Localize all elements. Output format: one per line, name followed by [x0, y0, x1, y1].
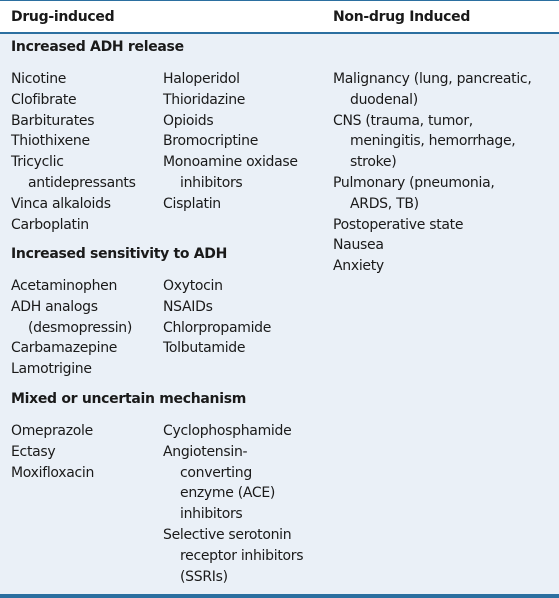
list-item: Barbiturates [11, 112, 95, 129]
list-item: Ectasy [11, 443, 56, 460]
list-item: Malignancy (lung, pancreatic, [333, 71, 532, 87]
section-title-sensitivity: Increased sensitivity to ADH [11, 246, 228, 262]
list-item: (SSRIs) [180, 568, 228, 585]
adh-release-col1 [11, 69, 136, 235]
adh-release-col2 [163, 69, 298, 215]
list-item: Vinca alkaloids [11, 195, 111, 212]
list-item: Cisplatin [163, 195, 221, 212]
list-item: inhibitors [180, 174, 243, 191]
header-non-drug-induced: Non-drug Induced [333, 9, 471, 25]
list-item: Anxiety [333, 258, 384, 275]
list-item: Clofibrate [11, 91, 77, 108]
list-item: converting [180, 464, 252, 481]
mixed-col1 [11, 421, 94, 483]
list-item: Oxytocin [163, 278, 223, 294]
section-title-adh-release: Increased ADH release [11, 39, 184, 55]
section-title-mixed: Mixed or uncertain mechanism [11, 391, 247, 407]
list-item: Lamotrigine [11, 361, 92, 378]
list-item: (desmopressin) [28, 319, 133, 336]
list-item: Angiotensin- [163, 443, 248, 460]
list-item: antidepressants [28, 174, 136, 191]
list-item: Nausea [333, 237, 384, 254]
list-item: Cyclophosphamide [163, 423, 292, 439]
list-item: Bromocriptine [163, 133, 259, 150]
list-item: Nicotine [11, 71, 67, 87]
header-drug-induced: Drug-induced [11, 9, 115, 25]
non-drug-column [333, 69, 531, 277]
list-item: Carbamazepine [11, 340, 118, 357]
list-item: Thiothixene [11, 133, 90, 150]
list-item: Pulmonary (pneumonia, [333, 174, 495, 191]
list-item: Haloperidol [163, 71, 240, 87]
list-item: NSAIDs [163, 298, 213, 315]
list-item: Chlorpropamide [163, 319, 272, 336]
list-item: Selective serotonin [163, 526, 292, 543]
list-item: duodenal) [350, 91, 418, 108]
mixed-col2 [163, 421, 303, 587]
list-item: Moxifloxacin [11, 464, 95, 481]
list-item: Carboplatin [11, 216, 89, 233]
list-item: CNS (trauma, tumor, [333, 112, 473, 129]
list-item: Monoamine oxidase [163, 154, 298, 171]
list-item: receptor inhibitors [180, 547, 304, 564]
list-item: Tricyclic [11, 154, 64, 171]
sensitivity-col2 [163, 276, 271, 359]
bottom-rule [0, 594, 559, 598]
list-item: ARDS, TB) [350, 195, 419, 212]
table-header [0, 0, 559, 34]
list-item: inhibitors [180, 506, 243, 523]
list-item: Tolbutamide [163, 340, 246, 357]
list-item: enzyme (ACE) [180, 485, 276, 502]
list-item: Omeprazole [11, 423, 93, 439]
sensitivity-col1 [11, 276, 132, 380]
list-item: Postoperative state [333, 216, 464, 233]
list-item: Opioids [163, 112, 214, 129]
list-item: ADH analogs [11, 298, 98, 315]
list-item: Acetaminophen [11, 278, 118, 294]
list-item: Thioridazine [163, 91, 246, 108]
list-item: stroke) [350, 154, 397, 171]
list-item: meningitis, hemorrhage, [350, 133, 516, 150]
